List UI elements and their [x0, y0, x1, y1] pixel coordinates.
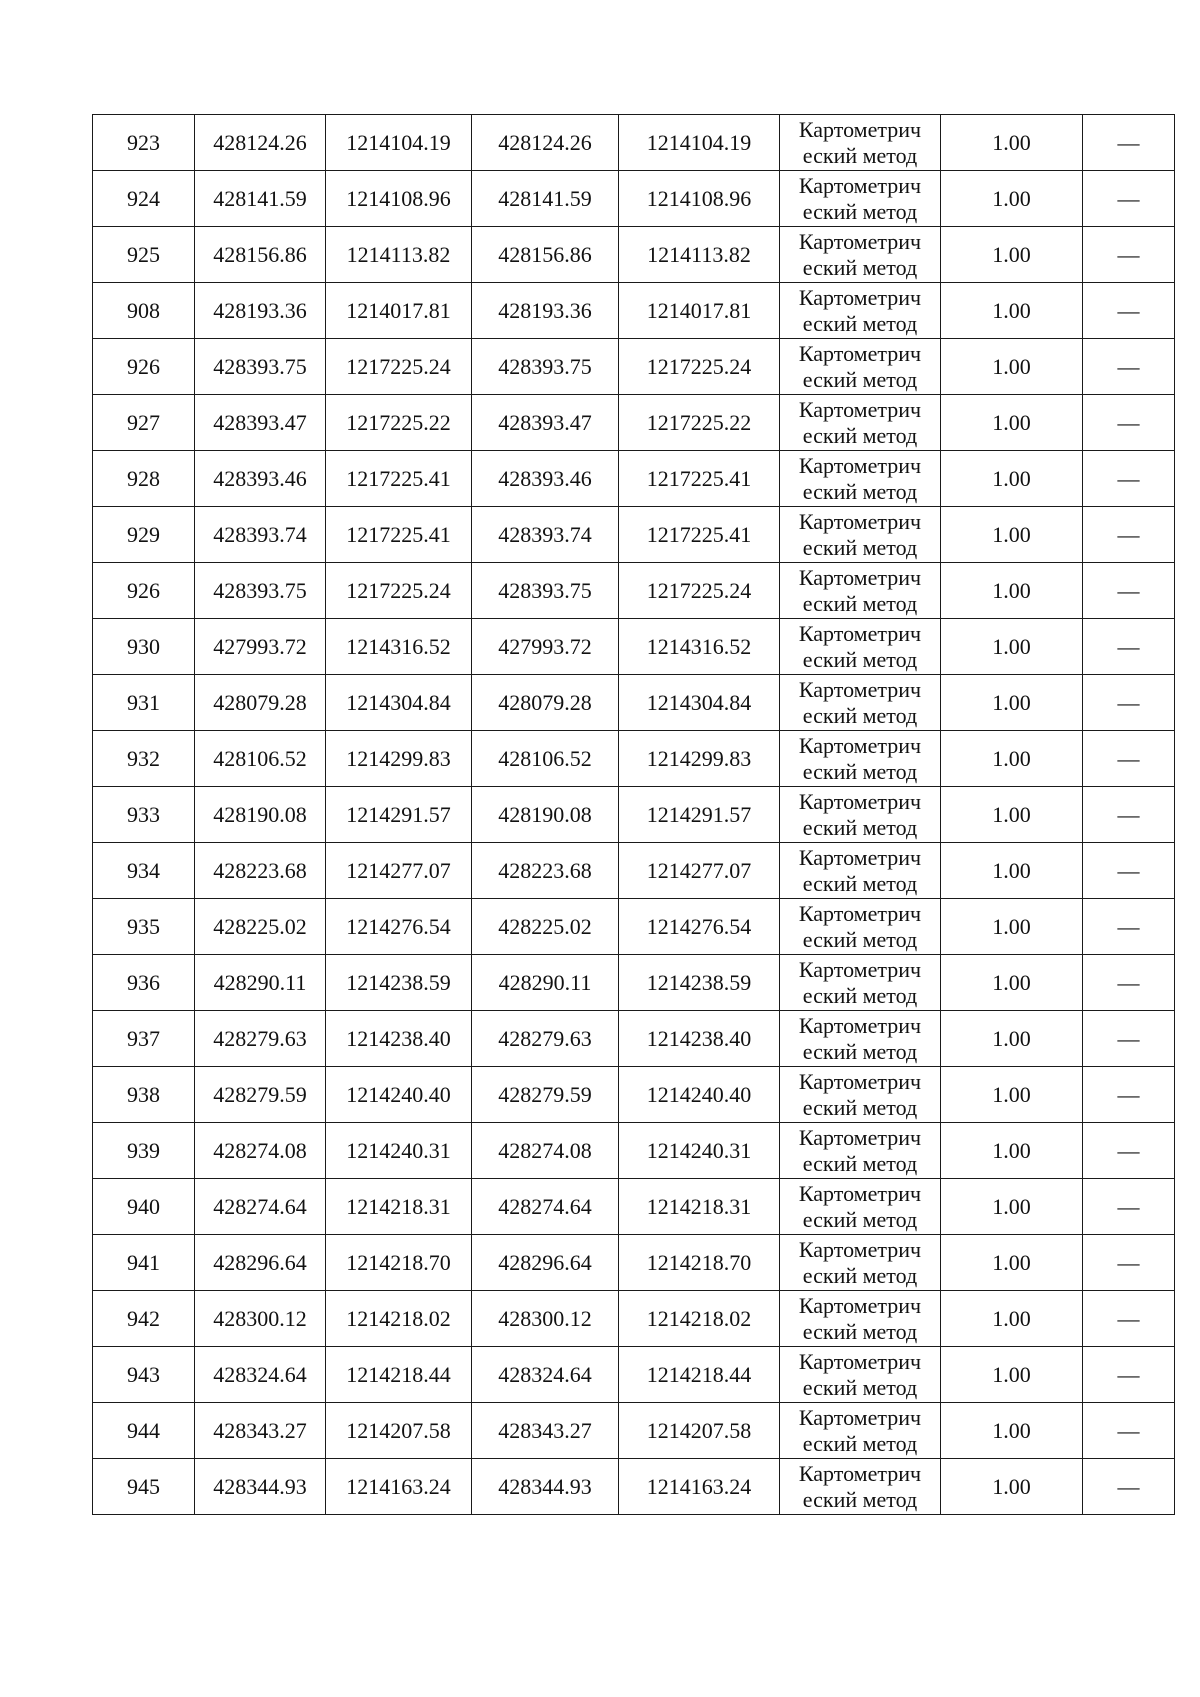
- x-refined-cell: 428324.64: [472, 1347, 619, 1403]
- y-refined-cell: 1217225.24: [619, 339, 780, 395]
- point-number-cell: 941: [93, 1235, 195, 1291]
- method-text-line-2: еский метод: [802, 1094, 918, 1120]
- method-text-line-1: Картометрич: [798, 172, 922, 198]
- method-cell: [780, 899, 941, 955]
- accuracy-cell: 1.00: [941, 843, 1083, 899]
- method-cell: [780, 787, 941, 843]
- accuracy-cell: 1.00: [941, 115, 1083, 171]
- method-text-line-1: Картометрич: [798, 956, 922, 982]
- table-row: [93, 787, 1175, 843]
- method-cell: [780, 619, 941, 675]
- y-refined-cell: 1214207.58: [619, 1403, 780, 1459]
- x-refined-cell: 428279.59: [472, 1067, 619, 1123]
- y-refined-cell: 1214108.96: [619, 171, 780, 227]
- x-refined-cell: 428393.46: [472, 451, 619, 507]
- method-text-line-2: еский метод: [802, 870, 918, 896]
- method-cell: [780, 1179, 941, 1235]
- note-cell: —: [1083, 1291, 1175, 1347]
- x-refined-cell: 428124.26: [472, 115, 619, 171]
- x-refined-cell: 428393.74: [472, 507, 619, 563]
- note-cell: —: [1083, 1011, 1175, 1067]
- method-cell: [780, 1123, 941, 1179]
- x-refined-cell: 428343.27: [472, 1403, 619, 1459]
- point-number-cell: 929: [93, 507, 195, 563]
- x-refined-cell: 428156.86: [472, 227, 619, 283]
- y-existing-cell: 1217225.24: [326, 339, 472, 395]
- accuracy-cell: 1.00: [941, 731, 1083, 787]
- accuracy-cell: 1.00: [941, 1179, 1083, 1235]
- x-refined-cell: 428079.28: [472, 675, 619, 731]
- x-existing-cell: 427993.72: [195, 619, 326, 675]
- note-cell: —: [1083, 675, 1175, 731]
- table-row: [93, 115, 1175, 171]
- x-existing-cell: 428141.59: [195, 171, 326, 227]
- x-existing-cell: 428079.28: [195, 675, 326, 731]
- method-text-line-1: Картометрич: [798, 844, 922, 870]
- y-existing-cell: 1217225.41: [326, 451, 472, 507]
- accuracy-cell: 1.00: [941, 1459, 1083, 1515]
- note-cell: —: [1083, 1235, 1175, 1291]
- point-number-cell: 908: [93, 283, 195, 339]
- x-existing-cell: 428274.08: [195, 1123, 326, 1179]
- y-refined-cell: 1214238.40: [619, 1011, 780, 1067]
- table-row: [93, 955, 1175, 1011]
- y-refined-cell: 1214276.54: [619, 899, 780, 955]
- method-cell: [780, 395, 941, 451]
- y-existing-cell: 1214207.58: [326, 1403, 472, 1459]
- y-refined-cell: 1217225.22: [619, 395, 780, 451]
- y-refined-cell: 1217225.41: [619, 507, 780, 563]
- coordinates-table: [92, 114, 1175, 1515]
- accuracy-cell: 1.00: [941, 1235, 1083, 1291]
- x-existing-cell: 428344.93: [195, 1459, 326, 1515]
- method-cell: [780, 339, 941, 395]
- x-existing-cell: 428106.52: [195, 731, 326, 787]
- method-text-line-2: еский метод: [802, 1374, 918, 1400]
- method-text-line-2: еский метод: [802, 590, 918, 616]
- method-text-line-1: Картометрич: [798, 900, 922, 926]
- x-existing-cell: 428324.64: [195, 1347, 326, 1403]
- table-row: [93, 227, 1175, 283]
- method-text-line-1: Картометрич: [798, 1460, 922, 1486]
- accuracy-cell: 1.00: [941, 955, 1083, 1011]
- y-refined-cell: 1217225.41: [619, 451, 780, 507]
- accuracy-cell: 1.00: [941, 787, 1083, 843]
- method-cell: [780, 731, 941, 787]
- x-refined-cell: 428290.11: [472, 955, 619, 1011]
- y-existing-cell: 1214276.54: [326, 899, 472, 955]
- x-existing-cell: 428223.68: [195, 843, 326, 899]
- method-text-line-2: еский метод: [802, 758, 918, 784]
- method-cell: [780, 1403, 941, 1459]
- note-cell: —: [1083, 115, 1175, 171]
- method-cell: [780, 1235, 941, 1291]
- method-text-line-2: еский метод: [802, 478, 918, 504]
- x-refined-cell: 428393.75: [472, 563, 619, 619]
- point-number-cell: 934: [93, 843, 195, 899]
- method-cell: [780, 451, 941, 507]
- point-number-cell: 943: [93, 1347, 195, 1403]
- y-refined-cell: 1214218.31: [619, 1179, 780, 1235]
- note-cell: —: [1083, 1067, 1175, 1123]
- x-existing-cell: 428343.27: [195, 1403, 326, 1459]
- x-existing-cell: 428274.64: [195, 1179, 326, 1235]
- note-cell: —: [1083, 1459, 1175, 1515]
- x-existing-cell: 428393.75: [195, 563, 326, 619]
- point-number-cell: 931: [93, 675, 195, 731]
- method-text-line-2: еский метод: [802, 1430, 918, 1456]
- y-refined-cell: 1214238.59: [619, 955, 780, 1011]
- point-number-cell: 932: [93, 731, 195, 787]
- note-cell: —: [1083, 619, 1175, 675]
- x-refined-cell: 428300.12: [472, 1291, 619, 1347]
- method-text-line-1: Картометрич: [798, 228, 922, 254]
- y-existing-cell: 1214163.24: [326, 1459, 472, 1515]
- table-row: [93, 395, 1175, 451]
- x-refined-cell: 428393.75: [472, 339, 619, 395]
- note-cell: —: [1083, 563, 1175, 619]
- table-row: [93, 451, 1175, 507]
- x-existing-cell: 428393.74: [195, 507, 326, 563]
- note-cell: —: [1083, 339, 1175, 395]
- table-row: [93, 1291, 1175, 1347]
- point-number-cell: 937: [93, 1011, 195, 1067]
- accuracy-cell: 1.00: [941, 1123, 1083, 1179]
- table-row: [93, 1347, 1175, 1403]
- x-existing-cell: 428296.64: [195, 1235, 326, 1291]
- y-existing-cell: 1214108.96: [326, 171, 472, 227]
- method-cell: [780, 507, 941, 563]
- y-refined-cell: 1214104.19: [619, 115, 780, 171]
- note-cell: —: [1083, 787, 1175, 843]
- method-text-line-2: еский метод: [802, 926, 918, 952]
- method-cell: [780, 1459, 941, 1515]
- method-text-line-2: еский метод: [802, 198, 918, 224]
- method-text-line-1: Картометрич: [798, 1068, 922, 1094]
- y-existing-cell: 1214304.84: [326, 675, 472, 731]
- table-row: [93, 899, 1175, 955]
- method-text-line-2: еский метод: [802, 366, 918, 392]
- table-row: [93, 339, 1175, 395]
- method-text-line-1: Картометрич: [798, 788, 922, 814]
- accuracy-cell: 1.00: [941, 171, 1083, 227]
- method-text-line-1: Картометрич: [798, 116, 922, 142]
- method-text-line-2: еский метод: [802, 1318, 918, 1344]
- table-row: [93, 283, 1175, 339]
- method-cell: [780, 1067, 941, 1123]
- table-row: [93, 1235, 1175, 1291]
- note-cell: —: [1083, 507, 1175, 563]
- method-text-line-1: Картометрич: [798, 564, 922, 590]
- table-row: [93, 731, 1175, 787]
- y-refined-cell: 1214218.70: [619, 1235, 780, 1291]
- method-text-line-1: Картометрич: [798, 1348, 922, 1374]
- note-cell: —: [1083, 227, 1175, 283]
- table-row: [93, 1179, 1175, 1235]
- y-refined-cell: 1214304.84: [619, 675, 780, 731]
- method-text-line-1: Картометрич: [798, 508, 922, 534]
- x-existing-cell: 428124.26: [195, 115, 326, 171]
- point-number-cell: 930: [93, 619, 195, 675]
- y-refined-cell: 1214240.31: [619, 1123, 780, 1179]
- note-cell: —: [1083, 1403, 1175, 1459]
- method-cell: [780, 227, 941, 283]
- point-number-cell: 945: [93, 1459, 195, 1515]
- point-number-cell: 926: [93, 563, 195, 619]
- x-existing-cell: 428279.63: [195, 1011, 326, 1067]
- point-number-cell: 924: [93, 171, 195, 227]
- y-refined-cell: 1217225.24: [619, 563, 780, 619]
- accuracy-cell: 1.00: [941, 1011, 1083, 1067]
- y-existing-cell: 1214218.02: [326, 1291, 472, 1347]
- method-cell: [780, 843, 941, 899]
- y-existing-cell: 1214316.52: [326, 619, 472, 675]
- x-existing-cell: 428279.59: [195, 1067, 326, 1123]
- point-number-cell: 942: [93, 1291, 195, 1347]
- accuracy-cell: 1.00: [941, 1403, 1083, 1459]
- method-cell: [780, 675, 941, 731]
- x-refined-cell: 428296.64: [472, 1235, 619, 1291]
- accuracy-cell: 1.00: [941, 563, 1083, 619]
- method-cell: [780, 563, 941, 619]
- method-text-line-2: еский метод: [802, 1486, 918, 1512]
- method-text-line-2: еский метод: [802, 982, 918, 1008]
- accuracy-cell: 1.00: [941, 507, 1083, 563]
- note-cell: —: [1083, 283, 1175, 339]
- method-text-line-1: Картометрич: [798, 452, 922, 478]
- method-text-line-1: Картометрич: [798, 1180, 922, 1206]
- y-existing-cell: 1214113.82: [326, 227, 472, 283]
- x-refined-cell: 427993.72: [472, 619, 619, 675]
- y-refined-cell: 1214218.44: [619, 1347, 780, 1403]
- table-body: [93, 115, 1175, 1515]
- y-refined-cell: 1214291.57: [619, 787, 780, 843]
- x-refined-cell: 428344.93: [472, 1459, 619, 1515]
- table-row: [93, 1067, 1175, 1123]
- y-existing-cell: 1214218.44: [326, 1347, 472, 1403]
- point-number-cell: 936: [93, 955, 195, 1011]
- table-row: [93, 843, 1175, 899]
- note-cell: —: [1083, 843, 1175, 899]
- table-row: [93, 1123, 1175, 1179]
- table-row: [93, 1403, 1175, 1459]
- x-refined-cell: 428393.47: [472, 395, 619, 451]
- method-text-line-1: Картометрич: [798, 1404, 922, 1430]
- accuracy-cell: 1.00: [941, 675, 1083, 731]
- method-text-line-2: еский метод: [802, 1262, 918, 1288]
- x-existing-cell: 428193.36: [195, 283, 326, 339]
- method-cell: [780, 283, 941, 339]
- accuracy-cell: 1.00: [941, 283, 1083, 339]
- method-text-line-2: еский метод: [802, 1150, 918, 1176]
- note-cell: —: [1083, 395, 1175, 451]
- point-number-cell: 940: [93, 1179, 195, 1235]
- y-refined-cell: 1214017.81: [619, 283, 780, 339]
- method-text-line-2: еский метод: [802, 254, 918, 280]
- note-cell: —: [1083, 451, 1175, 507]
- method-cell: [780, 955, 941, 1011]
- note-cell: —: [1083, 955, 1175, 1011]
- x-existing-cell: 428393.75: [195, 339, 326, 395]
- method-text-line-2: еский метод: [802, 702, 918, 728]
- method-text-line-1: Картометрич: [798, 676, 922, 702]
- x-refined-cell: 428274.64: [472, 1179, 619, 1235]
- table-row: [93, 1011, 1175, 1067]
- note-cell: —: [1083, 1347, 1175, 1403]
- y-existing-cell: 1214291.57: [326, 787, 472, 843]
- accuracy-cell: 1.00: [941, 619, 1083, 675]
- y-existing-cell: 1217225.22: [326, 395, 472, 451]
- y-existing-cell: 1214299.83: [326, 731, 472, 787]
- x-refined-cell: 428193.36: [472, 283, 619, 339]
- method-text-line-1: Картометрич: [798, 1012, 922, 1038]
- method-text-line-1: Картометрич: [798, 620, 922, 646]
- y-refined-cell: 1214113.82: [619, 227, 780, 283]
- y-existing-cell: 1214104.19: [326, 115, 472, 171]
- accuracy-cell: 1.00: [941, 451, 1083, 507]
- x-existing-cell: 428393.47: [195, 395, 326, 451]
- method-text-line-2: еский метод: [802, 422, 918, 448]
- y-existing-cell: 1214017.81: [326, 283, 472, 339]
- method-text-line-1: Картометрич: [798, 1236, 922, 1262]
- y-existing-cell: 1214218.31: [326, 1179, 472, 1235]
- method-cell: [780, 171, 941, 227]
- x-existing-cell: 428156.86: [195, 227, 326, 283]
- point-number-cell: 944: [93, 1403, 195, 1459]
- y-existing-cell: 1214240.40: [326, 1067, 472, 1123]
- accuracy-cell: 1.00: [941, 227, 1083, 283]
- point-number-cell: 933: [93, 787, 195, 843]
- x-existing-cell: 428290.11: [195, 955, 326, 1011]
- x-existing-cell: 428393.46: [195, 451, 326, 507]
- table-row: [93, 619, 1175, 675]
- method-text-line-2: еский метод: [802, 646, 918, 672]
- y-existing-cell: 1217225.41: [326, 507, 472, 563]
- method-text-line-1: Картометрич: [798, 340, 922, 366]
- method-text-line-2: еский метод: [802, 814, 918, 840]
- x-refined-cell: 428223.68: [472, 843, 619, 899]
- method-text-line-2: еский метод: [802, 1206, 918, 1232]
- method-text-line-1: Картометрич: [798, 284, 922, 310]
- point-number-cell: 939: [93, 1123, 195, 1179]
- point-number-cell: 938: [93, 1067, 195, 1123]
- y-existing-cell: 1214277.07: [326, 843, 472, 899]
- y-existing-cell: 1214218.70: [326, 1235, 472, 1291]
- note-cell: —: [1083, 899, 1175, 955]
- y-refined-cell: 1214240.40: [619, 1067, 780, 1123]
- x-refined-cell: 428225.02: [472, 899, 619, 955]
- accuracy-cell: 1.00: [941, 899, 1083, 955]
- y-refined-cell: 1214163.24: [619, 1459, 780, 1515]
- x-refined-cell: 428274.08: [472, 1123, 619, 1179]
- y-refined-cell: 1214299.83: [619, 731, 780, 787]
- method-text-line-2: еский метод: [802, 310, 918, 336]
- method-text-line-2: еский метод: [802, 1038, 918, 1064]
- method-text-line-1: Картометрич: [798, 1124, 922, 1150]
- y-existing-cell: 1217225.24: [326, 563, 472, 619]
- point-number-cell: 925: [93, 227, 195, 283]
- accuracy-cell: 1.00: [941, 1067, 1083, 1123]
- point-number-cell: 928: [93, 451, 195, 507]
- point-number-cell: 923: [93, 115, 195, 171]
- x-existing-cell: 428300.12: [195, 1291, 326, 1347]
- x-refined-cell: 428141.59: [472, 171, 619, 227]
- point-number-cell: 927: [93, 395, 195, 451]
- x-existing-cell: 428190.08: [195, 787, 326, 843]
- table-row: [93, 563, 1175, 619]
- note-cell: —: [1083, 1179, 1175, 1235]
- method-cell: [780, 1347, 941, 1403]
- table-row: [93, 507, 1175, 563]
- accuracy-cell: 1.00: [941, 395, 1083, 451]
- point-number-cell: 926: [93, 339, 195, 395]
- y-existing-cell: 1214238.40: [326, 1011, 472, 1067]
- method-cell: [780, 115, 941, 171]
- x-existing-cell: 428225.02: [195, 899, 326, 955]
- y-refined-cell: 1214218.02: [619, 1291, 780, 1347]
- note-cell: —: [1083, 171, 1175, 227]
- method-cell: [780, 1291, 941, 1347]
- y-existing-cell: 1214240.31: [326, 1123, 472, 1179]
- method-text-line-1: Картометрич: [798, 396, 922, 422]
- method-cell: [780, 1011, 941, 1067]
- method-text-line-1: Картометрич: [798, 1292, 922, 1318]
- method-text-line-2: еский метод: [802, 534, 918, 560]
- table-row: [93, 171, 1175, 227]
- method-text-line-1: Картометрич: [798, 732, 922, 758]
- x-refined-cell: 428106.52: [472, 731, 619, 787]
- point-number-cell: 935: [93, 899, 195, 955]
- x-refined-cell: 428279.63: [472, 1011, 619, 1067]
- y-refined-cell: 1214277.07: [619, 843, 780, 899]
- y-existing-cell: 1214238.59: [326, 955, 472, 1011]
- table-row: [93, 675, 1175, 731]
- x-refined-cell: 428190.08: [472, 787, 619, 843]
- accuracy-cell: 1.00: [941, 1347, 1083, 1403]
- accuracy-cell: 1.00: [941, 339, 1083, 395]
- note-cell: —: [1083, 1123, 1175, 1179]
- note-cell: —: [1083, 731, 1175, 787]
- accuracy-cell: 1.00: [941, 1291, 1083, 1347]
- table-row: [93, 1459, 1175, 1515]
- y-refined-cell: 1214316.52: [619, 619, 780, 675]
- method-text-line-2: еский метод: [802, 142, 918, 168]
